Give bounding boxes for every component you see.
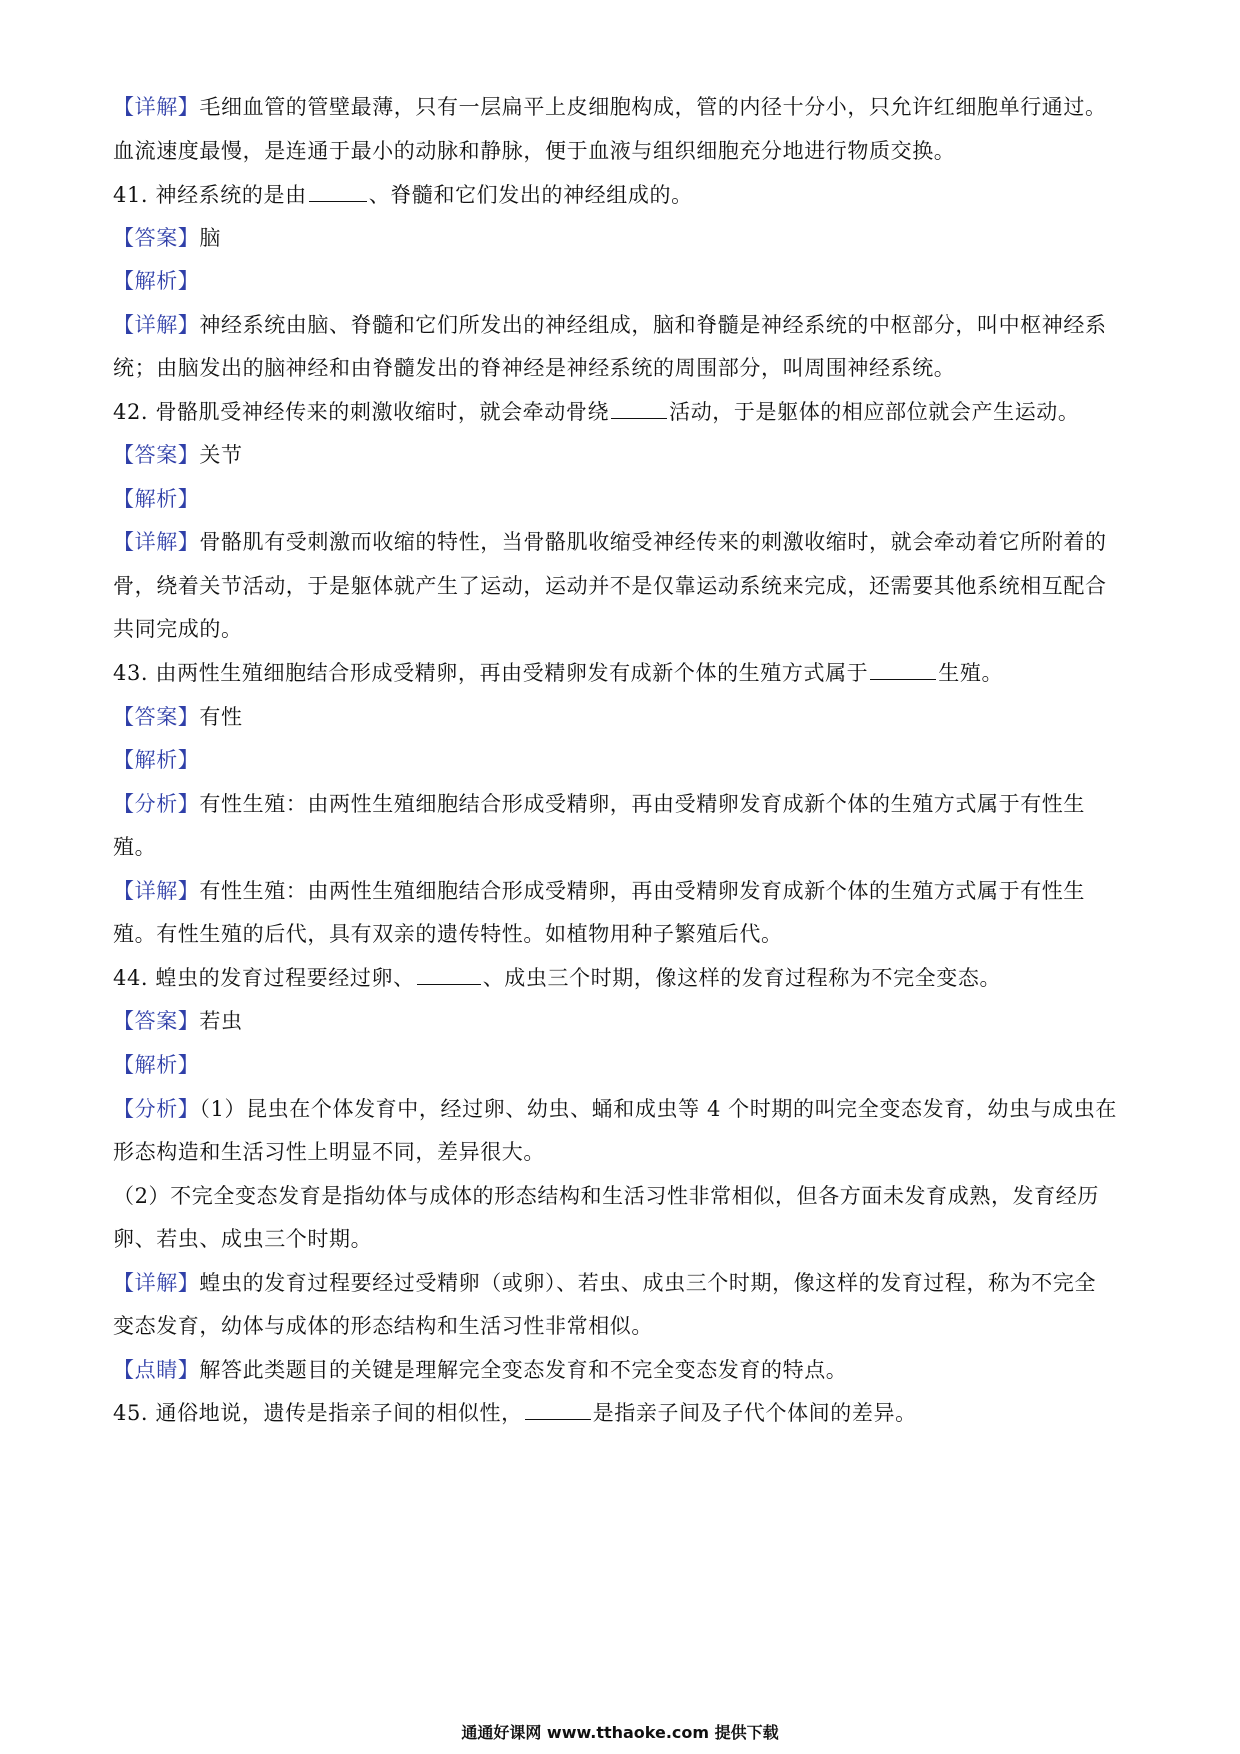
q44-fenxi-line-4: 卵、若虫、成虫三个时期。 bbox=[113, 1227, 373, 1251]
q41-analysis-tag: 【解析】 bbox=[113, 269, 200, 293]
fenxi-tag: 【分析】 bbox=[113, 1097, 200, 1121]
q42-answer: 【答案】关节 bbox=[113, 443, 243, 467]
q40-detail-line-1: 【详解】毛细血管的管壁最薄，只有一层扁平上皮细胞构成，管的内径十分小，只允许红细胞单行通过。 bbox=[113, 95, 1107, 119]
fenxi-tag: 【分析】 bbox=[113, 792, 200, 816]
answer-blank bbox=[611, 398, 667, 419]
q44-detail-line-2: 变态发育，幼体与成体的形态结构和生活习性非常相似。 bbox=[113, 1314, 653, 1338]
answer-blank bbox=[525, 1399, 591, 1420]
q44-answer: 【答案】若虫 bbox=[113, 1009, 243, 1033]
detail-tag: 【详解】 bbox=[113, 95, 200, 119]
q42-detail-line-3: 共同完成的。 bbox=[113, 617, 243, 641]
answer-tag: 【答案】 bbox=[113, 705, 200, 729]
q42-detail-line-1: 【详解】骨骼肌有受刺激而收缩的特性，当骨骼肌收缩受神经传来的刺激收缩时，就会牵动着它所附着的 bbox=[113, 530, 1107, 554]
question-42: 42. 骨骼肌受神经传来的刺激收缩时，就会牵动骨绕 活动，于是躯体的相应部位就会产生运动。 bbox=[113, 400, 1080, 424]
q44-detail-line-1: 【详解】蝗虫的发育过程要经过受精卵（或卵）、若虫、成虫三个时期，像这样的发育过程，称为不完全 bbox=[113, 1271, 1097, 1295]
q43-fenxi-line-2: 殖。 bbox=[113, 835, 157, 859]
answer-tag: 【答案】 bbox=[113, 226, 200, 250]
q44-dianjing: 【点睛】解答此类题目的关键是理解完全变态发育和不完全变态发育的特点。 bbox=[113, 1358, 848, 1382]
q41-answer: 【答案】脑 bbox=[113, 226, 222, 250]
answer-blank bbox=[309, 181, 367, 202]
dianjing-tag: 【点睛】 bbox=[113, 1358, 200, 1382]
detail-tag: 【详解】 bbox=[113, 879, 200, 903]
detail-tag: 【详解】 bbox=[113, 313, 200, 337]
q42-analysis-tag: 【解析】 bbox=[113, 487, 200, 511]
q44-analysis-tag: 【解析】 bbox=[113, 1053, 200, 1077]
q41-detail-line-2: 统；由脑发出的脑神经和由脊髓发出的脊神经是神经系统的周围部分，叫周围神经系统。 bbox=[113, 356, 956, 380]
question-44: 44. 蝗虫的发育过程要经过卵、 、成虫三个时期，像这样的发育过程称为不完全变态。 bbox=[113, 966, 1002, 990]
question-43: 43. 由两性生殖细胞结合形成受精卵，再由受精卵发有成新个体的生殖方式属于 生殖。 bbox=[113, 661, 1004, 685]
detail-tag: 【详解】 bbox=[113, 1271, 200, 1295]
answer-tag: 【答案】 bbox=[113, 1009, 200, 1033]
answer-blank bbox=[417, 964, 481, 985]
detail-tag: 【详解】 bbox=[113, 530, 200, 554]
q44-fenxi-line-1: 【分析】（1）昆虫在个体发育中，经过卵、幼虫、蛹和成虫等 4 个时期的叫完全变态发育，幼虫与成虫在 bbox=[113, 1097, 1117, 1121]
q43-detail-line-2: 殖。有性生殖的后代，具有双亲的遗传特性。如植物用种子繁殖后代。 bbox=[113, 922, 783, 946]
q42-detail-line-2: 骨，绕着关节活动，于是躯体就产生了运动，运动并不是仅靠运动系统来完成，还需要其他系统相互配合 bbox=[113, 574, 1107, 598]
page-footer: 通通好课网 www.tthaoke.com 提供下载 bbox=[461, 1723, 779, 1742]
question-45: 45. 通俗地说，遗传是指亲子间的相似性， 是指亲子间及子代个体间的差异。 bbox=[113, 1401, 917, 1425]
q43-detail-line-1: 【详解】有性生殖：由两性生殖细胞结合形成受精卵，再由受精卵发育成新个体的生殖方式属于有性生 bbox=[113, 879, 1086, 903]
q44-fenxi-line-2: 形态构造和生活习性上明显不同，差异很大。 bbox=[113, 1140, 545, 1164]
question-41: 41. 神经系统的是由 、脊髓和它们发出的神经组成的。 bbox=[113, 183, 693, 207]
q44-fenxi-line-3: （2）不完全变态发育是指幼体与成体的形态结构和生活习性非常相似，但各方面未发育成熟，发育经历 bbox=[113, 1184, 1099, 1208]
answer-tag: 【答案】 bbox=[113, 443, 200, 467]
answer-blank bbox=[870, 659, 936, 680]
q40-detail-line-2: 血流速度最慢，是连通于最小的动脉和静脉，便于血液与组织细胞充分地进行物质交换。 bbox=[113, 139, 956, 163]
q43-analysis-tag: 【解析】 bbox=[113, 748, 200, 772]
q43-fenxi-line-1: 【分析】有性生殖：由两性生殖细胞结合形成受精卵，再由受精卵发育成新个体的生殖方式属于有性生 bbox=[113, 792, 1086, 816]
q43-answer: 【答案】有性 bbox=[113, 705, 243, 729]
q41-detail-line-1: 【详解】神经系统由脑、脊髓和它们所发出的神经组成，脑和脊髓是神经系统的中枢部分，叫中枢神经系 bbox=[113, 313, 1107, 337]
